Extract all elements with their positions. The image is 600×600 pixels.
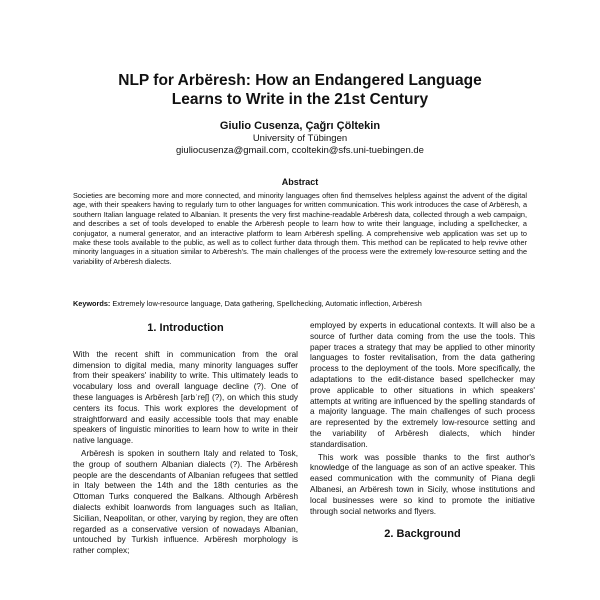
author-block bbox=[0, 120, 600, 157]
title-line-2: Learns to Write in the 21st Century bbox=[171, 91, 429, 108]
author-emails: giuliocusenza@gmail.com, ccoltekin@sfs.uni-tuebingen.de bbox=[176, 145, 424, 156]
section-2-heading: 2. Background bbox=[384, 528, 461, 541]
affiliation: University of Tübingen bbox=[252, 133, 348, 144]
intro-paragraph-4: This work was possible thanks to the first author's knowledge of the language as son of an active speaker. This eased communication with the community of Piana degli Albanesi, an Arbëresh town in Sicily, whose institutions and local businesses were so kind to promote the initiative through social networks and flyers. bbox=[310, 452, 535, 516]
right-column bbox=[310, 321, 535, 556]
intro-paragraph-3: employed by experts in educational contexts. It will also be a source of further data coming from the use the tools. This paper traces a strategy that may be applied to other minority languages to foster revitalisation, from the data gathering process to the deployment of the tools. More specifically, the adaptations to the edit-distance based spellchecker may prove applicable to other situations in which speakers' attempts at writing are influenced by the spelling standards of a majority language. The main challenges of such process are represented by the extremely low-resource setting and the variability of Arbëresh dialects, which hinder standardisation. bbox=[310, 321, 535, 449]
keywords-text: Extremely low-resource language, Data gathering, Spellchecking, Automatic inflection, Arbëresh bbox=[112, 299, 422, 308]
intro-paragraph-2: Arbëresh is spoken in southern Italy and related to Tosk, the group of southern Albanian dialects (?). The Arbëresh people are the descendants of Albanian refugees that settled in Italy between the 14th and the 18th centuries as the Ottoman Turks conquered the Balkans. Although Arbëresh dialects exhibit loanwords from languages such as Italian, Sicilian, Neapolitan, or other, varying by region, they are often regarded as a conservative version of nowadays Albanian, untouched by Turkish influence. Arbëresh morphology is rather complex; bbox=[73, 448, 298, 556]
paper-title bbox=[0, 71, 600, 109]
keywords-line bbox=[73, 299, 527, 308]
keywords-label: Keywords: bbox=[73, 299, 111, 308]
author-names: Giulio Cusenza, Çağrı Çöltekin bbox=[219, 120, 381, 132]
title-line-1: NLP for Arbëresh: How an Endangered Language bbox=[118, 72, 482, 89]
abstract-text: Societies are becoming more and more connected, and minority languages often find themselves helpless against the advent of the digital age, with their speakers having to regularly turn to other languages for written communication. This work introduces the case of Arbëresh, a southern Italian language related to Albanian. It presents the very first machine-readable Arbëresh data, collected through a web campaign, and describes a set of tools developed to enable the Arbëresh people to learn how to write their language, including a spellchecker, a conjugator, a numeral generator, and an interactive platform to learn Arbëresh spelling. A comprehensive web application was set up to make these tools available to the public, as well as to collect further data through them. This method can be replicated to help revive other minority languages in a situation similar to Arbëresh's. The main challenges of the process were the extremely low-resource setting and the variability of Arbëresh dialects. bbox=[73, 191, 527, 266]
left-column bbox=[73, 320, 298, 557]
intro-paragraph-1: With the recent shift in communication from the oral dimension to digital media, many minority languages suffer from their speakers' inability to write. This ultimately leads to vocabulary loss and overall language decline (?). One of these languages is Arbëresh [arbˈreʃ] (?), on which this study centers its focus. This work explores the development of straightforward and easily accessible tools that may enable speakers of linguistic minorities to learn how to write in their native language. bbox=[73, 349, 298, 446]
section-1-heading: 1. Introduction bbox=[147, 322, 224, 334]
abstract-heading: Abstract bbox=[281, 177, 319, 187]
